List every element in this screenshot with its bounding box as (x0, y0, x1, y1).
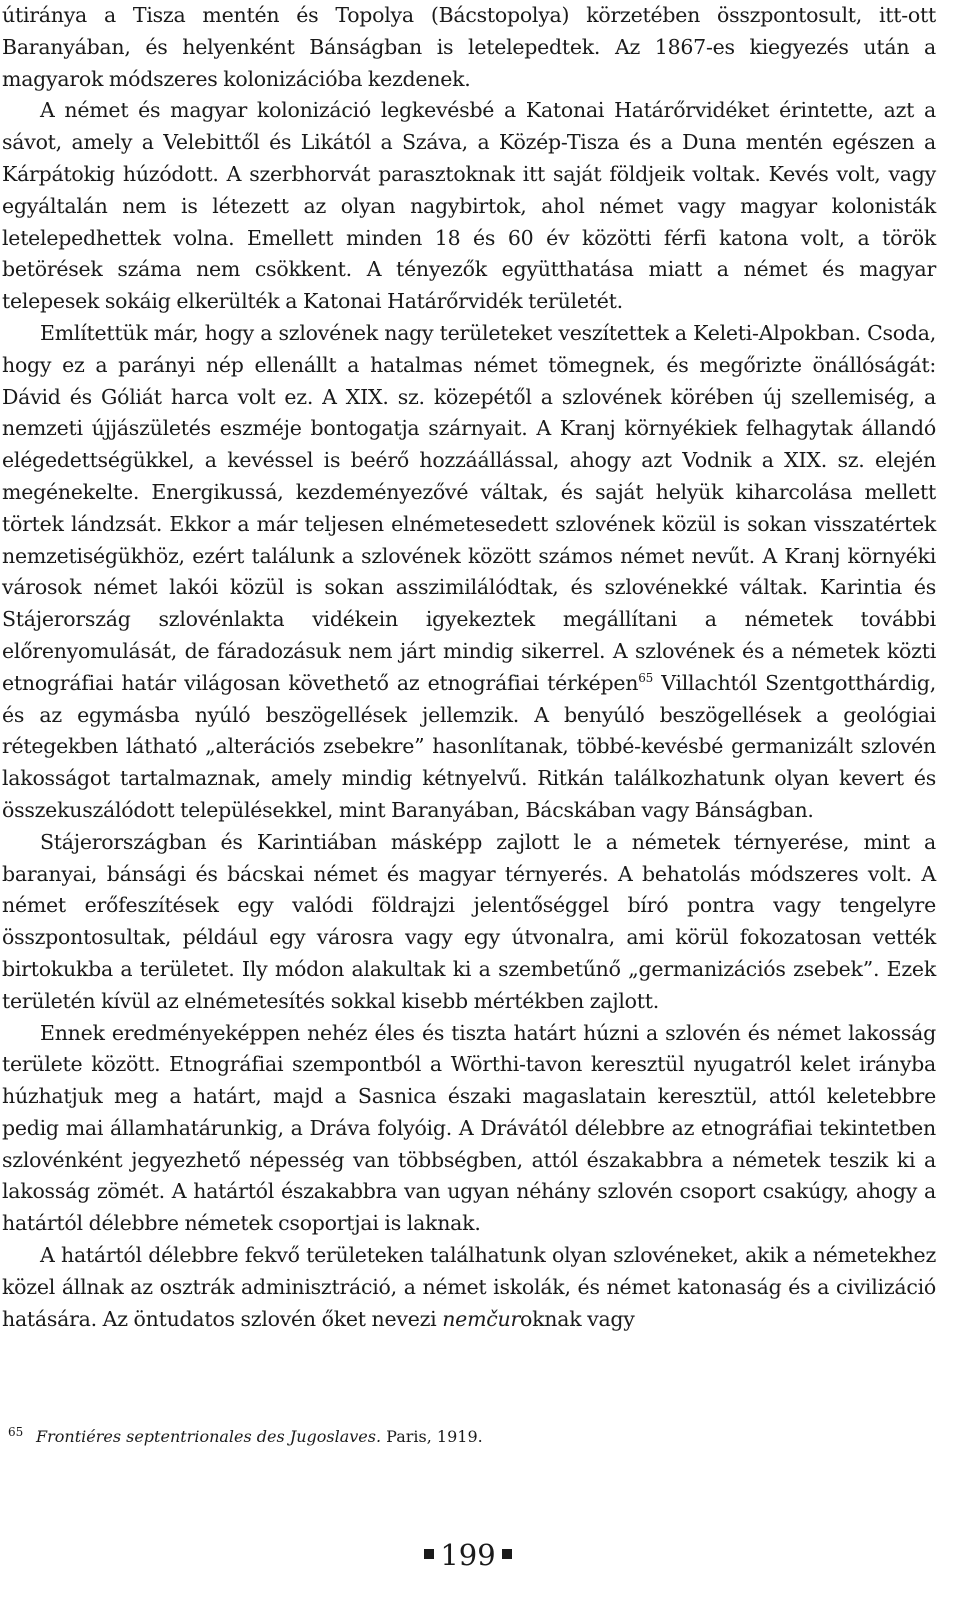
square-ornament-icon (502, 1549, 512, 1559)
footnote: 65 Frontiéres septentrionales des Jugoslaves. Paris, 1919. (8, 1425, 483, 1446)
page-number: 199 (440, 1538, 496, 1572)
paragraph-text: oknak vagy (520, 1306, 635, 1331)
italic-term: nemčur (442, 1306, 520, 1331)
footnote-reference[interactable]: 65 (638, 670, 654, 685)
paragraph-text: Említettük már, hogy a szlovének nagy területeket veszítettek a Keleti-Alpokban. Csoda, hogy ez a parányi nép ellenállt a hatalmas német tömegnek, és megőrizte önállóságát: Dávid és Góliát harca volt ez. A XIX. sz. közepétől a szlovének körében új szellemiség, a nemzeti újjászületés eszméje bontogatja szárnyait. A Kranj környékiek felhagytak állandó elégedettségükkel, a kevéssel is beérő hozzáállással, ahogy azt Vodnik a XIX. sz. elején megénekelte. Energikussá, kezdeményezővé váltak, és saját helyük kiharcolása mellett törtek lándzsát. Ekkor a már teljesen elnémetesedett szlovének közül is sokan visszatértek nemzetiségükhöz, ezért találunk a szlovének között számos német nevűt. A Kranj környéki városok német lakói közül is sokan asszimilálódtak, és szlovénekké váltak. Karintia és Stájerország szlovénlakta vidékein igyekeztek megállítani a németek további előrenyomulását, de fáradozásuk nem járt mindig sikerrel. A szlovének és a németek közti etnográfiai határ világosan követhető az etnográfiai térképen (2, 320, 936, 695)
paragraph: Stájerországban és Karintiában másképp zajlott le a németek térnyerése, mint a baranyai, bánsági és bácskai német és magyar térnyerés. A behatolás módszeres volt. A német erőfeszítések egy valódi földrajzi jelentőséggel bíró pontra vagy tengelyre összpontosultak, például egy városra vagy egy útvonalra, ami körül fokozatosan vették birtokukba a területet. Ily módon alakultak ki a szembetűnő „germanizációs zsebek”. Ezek területén kívül az elnémetesítés sokkal kisebb mértékben zajlott. (2, 829, 936, 1013)
paragraph (2, 1240, 936, 1335)
square-ornament-icon (424, 1549, 434, 1559)
footnote-text: Paris, 1919. (381, 1427, 483, 1446)
main-text (2, 0, 936, 1335)
page-body (2, 0, 936, 1335)
page-footer (0, 1537, 936, 1573)
paragraph (2, 318, 936, 827)
footnote-title: Frontiéres septentrionales des Jugoslaves. (36, 1427, 382, 1446)
paragraph: A német és magyar kolonizáció legkevésbé a Katonai Határőrvidéket érintette, azt a sávot, amely a Velebittől és Likától a Száva, a Közép-Tisza és a Duna mentén egészen a Kárpátokig húzódott. A szerbhorvát parasztoknak itt saját földjeik voltak. Kevés volt, vagy egyáltalán nem is létezett az olyan nagybirtok, ahol német vagy magyar kolonisták letelepedhettek volna. Emellett minden 18 és 60 év közötti férfi katona volt, a török betörések száma nem csökkent. A tényezők együtthatása miatt a német és magyar telepesek sokáig elkerülték a Katonai Határőrvidék területét. (2, 98, 936, 314)
paragraph-text: A határtól délebbre fekvő területeken találhatunk olyan szlovéneket, akik a németekhez közel állnak az osztrák adminisztráció, a német iskolák, és német katonaság és a civilizáció hatására. Az öntudatos szlovén őket nevezi (2, 1243, 936, 1331)
paragraph: útiránya a Tisza mentén és Topolya (Bácstopolya) körzetében összpontosult, itt-ott Baranyában, és helyenként Bánságban is letelepedtek. Az 1867-es kiegyezés után a magyarok módszeres kolonizációba kezdenek. (2, 3, 936, 91)
paragraph-text: Villachtól Szentgotthárdig, és az egymásba nyúló beszögellések jellemzik. A benyúló beszögellések a geológiai rétegekben látható „alterációs zsebekre” hasonlítanak, többé-kevésbé germanizált szlovén lakosságot tartalmaznak, amely mindig kétnyelvű. Ritkán találkozhatunk olyan kevert és összekuszálódott településekkel, mint Baranyában, Bácskában vagy Bánságban. (2, 670, 937, 822)
paragraph: Ennek eredményeképpen nehéz éles és tiszta határt húzni a szlovén és német lakosság területe között. Etnográfiai szempontból a Wörthi-tavon keresztül nyugatról kelet irányba húzhatjuk meg a határt, majd a Sasnica északi magaslatain keresztül, attól keletebbre pedig mai államhatárunkig, a Dráva folyóig. A Drávától délebbre az etnográfiai tekintetben szlovénként jegyezhető népesség van többségben, attól északabbra a németek teszik ki a lakosság zömét. A határtól északabbra van ugyan néhány szlovén csoport csakúgy, ahogy a határtól délebbre németek csoportjai is laknak. (2, 1020, 936, 1236)
